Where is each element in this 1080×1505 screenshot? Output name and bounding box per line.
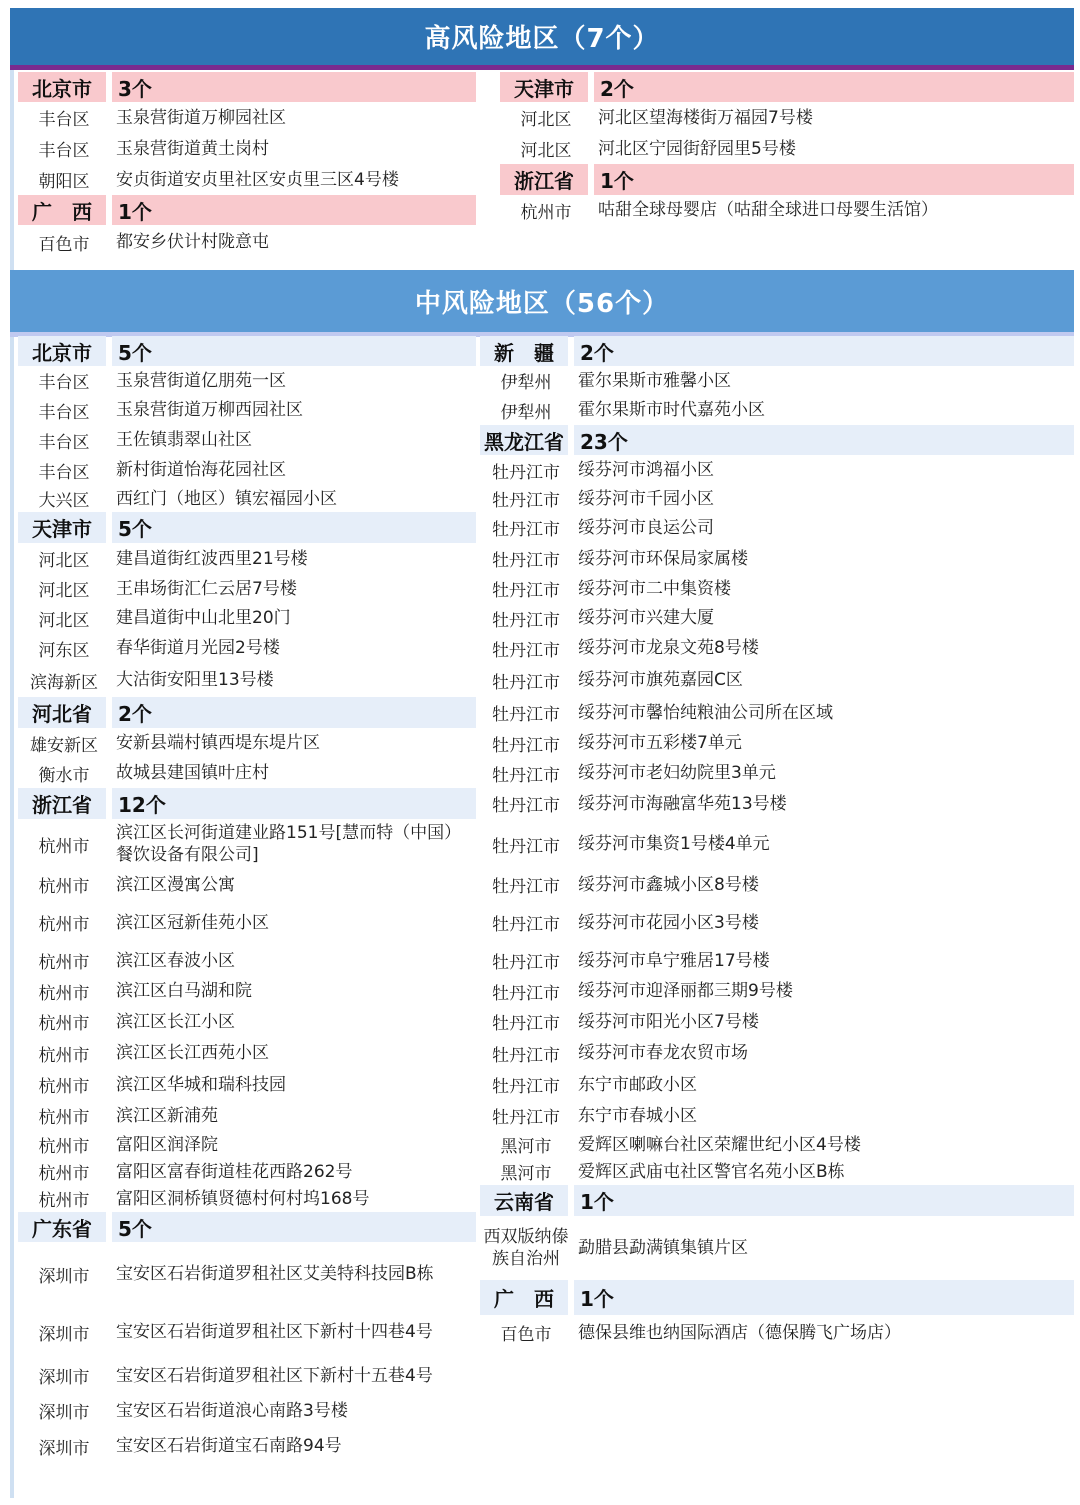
region-header [500, 72, 1074, 102]
area-city: 牡丹江市 [492, 705, 560, 725]
area-address: 绥芬河市集资1号楼4单元 [578, 834, 770, 854]
area-city: 杭州市 [38, 877, 90, 897]
area-address: 富阳区润泽院 [116, 1134, 218, 1155]
area-address: 建昌道街中山北里20门 [116, 608, 291, 628]
area-city: 牡丹江市 [492, 640, 560, 661]
area-row [18, 574, 476, 603]
region-name: 云南省 [480, 1185, 568, 1216]
area-address-line1: 滨江区长河街道建业路151号[慧而特（中国） [116, 823, 462, 843]
area-row [18, 1158, 476, 1185]
area-city: 衡水市 [38, 765, 90, 786]
area-row [18, 633, 476, 663]
area-row [18, 1037, 476, 1069]
area-row [18, 455, 476, 485]
area-city: 雄安新区 [30, 735, 98, 756]
area-row [18, 395, 476, 425]
area-row [18, 543, 476, 574]
area-address: 宝安区石岩街道宝石南路94号 [116, 1436, 342, 1456]
area-address: 绥芬河市良运公司 [578, 517, 714, 538]
area-row [18, 133, 476, 164]
area-city: 黑河市 [500, 1164, 552, 1184]
area-city: 牡丹江市 [492, 953, 560, 973]
area-city: 牡丹江市 [492, 610, 560, 631]
area-city: 伊犁州 [500, 373, 552, 393]
area-city: 杭州市 [38, 1108, 90, 1128]
medium-risk-right-column [480, 336, 1074, 1350]
area-row [480, 1158, 1074, 1185]
area-row [500, 102, 1074, 133]
area-address: 滨江区长江小区 [116, 1011, 235, 1032]
region-name: 天津市 [500, 72, 588, 102]
area-address: 玉泉营街道亿朋苑一区 [116, 370, 286, 391]
area-address: 爱辉区喇嘛台社区荣耀世纪小区4号楼 [578, 1134, 861, 1155]
area-row [18, 758, 476, 788]
area-row [480, 1100, 1074, 1131]
area-address: 绥芬河市馨怡纯粮油公司所在区域 [578, 702, 833, 723]
area-city: 牡丹江市 [492, 1077, 560, 1097]
area-city: 杭州市 [38, 1191, 90, 1211]
area-address: 滨江区白马湖和院 [116, 981, 252, 1001]
area-address: 玉泉营街道黄土岗村 [116, 138, 269, 159]
area-row [480, 1315, 1074, 1350]
area-address: 都安乡伏计村陇意屯 [116, 232, 269, 252]
area-city: 牡丹江市 [492, 735, 560, 756]
area-row [480, 1006, 1074, 1037]
area-row [18, 225, 476, 259]
area-city [480, 1226, 572, 1270]
area-address: 绥芬河市老妇幼院里3单元 [578, 763, 776, 783]
area-city: 牡丹江市 [492, 520, 560, 540]
region-header [480, 1280, 1074, 1315]
area-row [18, 164, 476, 195]
area-address: 绥芬河市海融富华苑13号楼 [578, 793, 787, 814]
area-city: 杭州市 [38, 915, 90, 935]
region-name: 北京市 [18, 336, 106, 366]
area-address: 滨江区新浦苑 [116, 1105, 218, 1126]
region-count: 3个 [112, 72, 476, 102]
area-address: 春华街道月光园2号楼 [116, 638, 280, 658]
area-address: 绥芬河市春龙农贸市场 [578, 1043, 748, 1063]
area-city: 牡丹江市 [492, 491, 560, 511]
region-name: 黑龙江省 [480, 425, 568, 455]
region-name: 新 疆 [480, 336, 568, 366]
region-count: 5个 [112, 1212, 476, 1242]
area-city: 杭州市 [38, 1137, 90, 1157]
region-header [18, 72, 476, 102]
area-city: 牡丹江市 [492, 796, 560, 816]
area-city: 杭州市 [38, 1077, 90, 1097]
area-row [18, 603, 476, 633]
area-address: 绥芬河市环保局家属楼 [578, 548, 748, 569]
area-row [18, 1242, 476, 1306]
area-row [18, 663, 476, 697]
area-address: 宝安区石岩街道罗租社区艾美特科技园B栋 [116, 1264, 434, 1284]
area-address: 绥芬河市鸿福小区 [578, 460, 714, 480]
area-city: 深圳市 [38, 1368, 90, 1388]
area-address: 绥芬河市阜宁雅居17号楼 [578, 950, 770, 971]
area-city: 杭州市 [38, 983, 90, 1004]
area-row [18, 976, 476, 1006]
area-row [18, 485, 476, 512]
region-name: 北京市 [18, 72, 106, 102]
area-city: 百色市 [38, 234, 90, 255]
high-risk-banner [10, 8, 1074, 70]
area-row [480, 788, 1074, 819]
area-row [18, 1006, 476, 1037]
area-address: 大沽街安阳里13号楼 [116, 670, 274, 690]
area-city: 牡丹江市 [492, 877, 560, 897]
area-city: 牡丹江市 [492, 462, 560, 483]
region-header [18, 788, 476, 819]
area-city: 丰台区 [38, 141, 90, 161]
area-row [480, 900, 1074, 945]
area-address: 绥芬河市迎泽丽都三期9号楼 [578, 981, 793, 1001]
area-address: 玉泉营街道万柳园社区 [116, 107, 286, 128]
region-header [480, 1185, 1074, 1216]
area-city: 杭州市 [38, 953, 90, 973]
region-name: 广 西 [480, 1280, 568, 1315]
area-row [18, 728, 476, 758]
area-city: 深圳市 [38, 1403, 90, 1423]
region-header [18, 195, 476, 225]
area-row [18, 425, 476, 455]
area-city: 朝阳区 [38, 172, 90, 192]
area-row [480, 366, 1074, 395]
area-city: 河北区 [520, 110, 572, 130]
area-city: 杭州市 [38, 836, 90, 857]
area-address: 富阳区富春街道桂花西路262号 [116, 1161, 353, 1182]
area-address: 霍尔果斯市时代嘉苑小区 [578, 400, 765, 420]
area-city: 深圳市 [38, 1266, 90, 1287]
high-risk-title: 高风险地区（7个） [424, 24, 660, 54]
area-city: 河北区 [520, 141, 572, 161]
medium-risk-banner [10, 270, 1074, 337]
area-row [480, 1069, 1074, 1100]
area-city: 牡丹江市 [492, 581, 560, 601]
region-header [480, 425, 1074, 455]
area-city: 丰台区 [38, 432, 90, 453]
area-address: 建昌道街红波西里21号楼 [116, 548, 308, 569]
area-city: 丰台区 [38, 373, 90, 393]
area-row [18, 819, 476, 869]
region-count: 2个 [574, 336, 1074, 366]
region-count: 1个 [574, 1185, 1074, 1216]
region-name: 广东省 [18, 1212, 106, 1242]
area-address: 绥芬河市五彩楼7单元 [578, 733, 742, 753]
area-row [480, 819, 1074, 869]
area-row [480, 728, 1074, 758]
area-row [18, 945, 476, 976]
area-address: 绥芬河市龙泉文苑8号楼 [578, 638, 759, 658]
area-address: 滨江区华城和瑞科技园 [116, 1074, 286, 1095]
area-city: 牡丹江市 [492, 915, 560, 935]
area-city: 牡丹江市 [492, 836, 560, 857]
region-name: 广 西 [18, 195, 106, 225]
region-count: 12个 [112, 788, 476, 819]
area-city: 杭州市 [38, 1164, 90, 1184]
area-city: 杭州市 [38, 1014, 90, 1034]
region-count: 2个 [112, 697, 476, 728]
area-city: 深圳市 [38, 1438, 90, 1459]
area-row [18, 1306, 476, 1358]
area-city: 牡丹江市 [492, 1014, 560, 1034]
area-address: 滨江区漫寓公寓 [116, 874, 235, 895]
area-row [480, 976, 1074, 1006]
area-row [480, 869, 1074, 900]
area-city: 杭州市 [520, 202, 572, 223]
area-row [18, 102, 476, 133]
area-address: 玉泉营街道万柳西园社区 [116, 400, 303, 420]
region-count: 1个 [594, 164, 1074, 195]
area-row [500, 133, 1074, 164]
area-city-line2: 族自治州 [492, 1249, 560, 1269]
region-count: 1个 [112, 195, 476, 225]
region-header [480, 336, 1074, 366]
region-header [18, 697, 476, 728]
area-address: 东宁市春城小区 [578, 1105, 697, 1126]
area-row [18, 1069, 476, 1100]
area-address: 故城县建国镇叶庄村 [116, 763, 269, 783]
area-row [480, 663, 1074, 697]
area-address: 霍尔果斯市雅馨小区 [578, 370, 731, 391]
region-header [500, 164, 1074, 195]
area-row [18, 1358, 476, 1393]
area-city: 大兴区 [38, 491, 90, 511]
area-address: 勐腊县勐满镇集镇片区 [578, 1238, 748, 1258]
area-city: 牡丹江市 [492, 1045, 560, 1066]
area-city: 牡丹江市 [492, 672, 560, 693]
region-name: 河北省 [18, 697, 106, 728]
region-count: 1个 [574, 1280, 1074, 1315]
area-address: 绥芬河市旗苑嘉园C区 [578, 670, 743, 690]
area-row [18, 366, 476, 395]
area-city: 伊犁州 [500, 402, 552, 423]
area-address: 河北区望海楼街万福园7号楼 [598, 107, 813, 128]
area-row [18, 1428, 476, 1464]
area-city: 牡丹江市 [492, 551, 560, 571]
area-city: 黑河市 [500, 1137, 552, 1157]
area-address: 绥芬河市千园小区 [578, 488, 714, 509]
area-row [480, 1037, 1074, 1069]
medium-risk-title: 中风险地区（56个） [414, 288, 670, 319]
area-row [480, 485, 1074, 512]
area-city: 丰台区 [38, 462, 90, 483]
area-city: 河北区 [38, 610, 90, 631]
high-risk-right-column [500, 72, 1074, 225]
area-row [480, 1131, 1074, 1158]
area-address: 宝安区石岩街道罗租社区下新村十四巷4号 [116, 1322, 433, 1342]
region-name: 浙江省 [18, 788, 106, 819]
area-address: 安贞街道安贞里社区安贞里三区4号楼 [116, 169, 399, 190]
area-address: 爱辉区武庙屯社区警官名苑小区B栋 [578, 1161, 845, 1182]
area-address: 河北区宁园街舒园里5号楼 [598, 138, 796, 159]
area-address: 安新县端村镇西堤东堤片区 [116, 733, 320, 753]
area-row [480, 758, 1074, 788]
region-count: 23个 [574, 425, 1074, 455]
area-row [480, 633, 1074, 663]
area-address: 德保县维也纳国际酒店（德保腾飞广场店） [578, 1322, 901, 1343]
area-row [480, 543, 1074, 574]
region-header [18, 512, 476, 543]
area-address: 宝安区石岩街道罗租社区下新村十五巷4号 [116, 1365, 433, 1386]
area-address [116, 822, 461, 866]
region-header [18, 1212, 476, 1242]
region-name: 天津市 [18, 512, 106, 543]
area-address: 王佐镇翡翠山社区 [116, 430, 252, 450]
area-address: 绥芬河市花园小区3号楼 [578, 912, 759, 933]
area-city: 牡丹江市 [492, 765, 560, 786]
area-address: 绥芬河市二中集资楼 [578, 578, 731, 599]
area-address: 东宁市邮政小区 [578, 1074, 697, 1095]
high-risk-left-column [18, 72, 476, 259]
area-row [18, 1131, 476, 1158]
area-address: 西红门（地区）镇宏福园小区 [116, 488, 337, 509]
area-address: 咕甜全球母婴店（咕甜全球进口母婴生活馆） [598, 200, 938, 220]
area-city: 滨海新区 [30, 672, 98, 693]
area-address: 滨江区冠新佳苑小区 [116, 912, 269, 933]
area-city: 河东区 [38, 640, 90, 661]
region-count: 5个 [112, 512, 476, 543]
area-row [18, 1100, 476, 1131]
area-row [480, 574, 1074, 603]
region-name: 浙江省 [500, 164, 588, 195]
area-city: 牡丹江市 [492, 983, 560, 1004]
area-city: 深圳市 [38, 1324, 90, 1345]
area-city: 百色市 [500, 1325, 552, 1345]
area-city: 丰台区 [38, 110, 90, 130]
area-row [18, 869, 476, 900]
area-row [500, 195, 1074, 225]
area-address: 新村街道怡海花园社区 [116, 460, 286, 480]
area-city-line1: 西双版纳傣 [483, 1227, 569, 1247]
area-row [480, 512, 1074, 543]
area-address: 绥芬河市兴建大厦 [578, 608, 714, 628]
region-count: 5个 [112, 336, 476, 366]
area-city: 河北区 [38, 581, 90, 601]
area-row [18, 1393, 476, 1428]
area-address: 滨江区长江西苑小区 [116, 1043, 269, 1063]
area-row [18, 1185, 476, 1212]
area-row [480, 697, 1074, 728]
area-row [480, 455, 1074, 485]
area-address: 富阳区洞桥镇贤德村何村坞168号 [116, 1188, 370, 1209]
area-row [480, 1216, 1074, 1280]
area-row [480, 945, 1074, 976]
area-city: 杭州市 [38, 1045, 90, 1066]
area-row [18, 900, 476, 945]
area-address: 宝安区石岩街道浪心南路3号楼 [116, 1400, 348, 1421]
area-address: 滨江区春波小区 [116, 950, 235, 971]
area-row [480, 395, 1074, 425]
area-address-line2: 餐饮设备有限公司] [116, 845, 259, 865]
area-row [480, 603, 1074, 633]
area-address: 绥芬河市鑫城小区8号楼 [578, 874, 759, 895]
risk-list-page [10, 8, 1074, 1498]
region-count: 2个 [594, 72, 1074, 102]
area-city: 牡丹江市 [492, 1108, 560, 1128]
area-address: 王串场街汇仁云居7号楼 [116, 578, 297, 599]
region-header [18, 336, 476, 366]
medium-risk-left-column [18, 336, 476, 1464]
area-address: 绥芬河市阳光小区7号楼 [578, 1011, 759, 1032]
area-city: 丰台区 [38, 402, 90, 423]
area-city: 河北区 [38, 551, 90, 571]
